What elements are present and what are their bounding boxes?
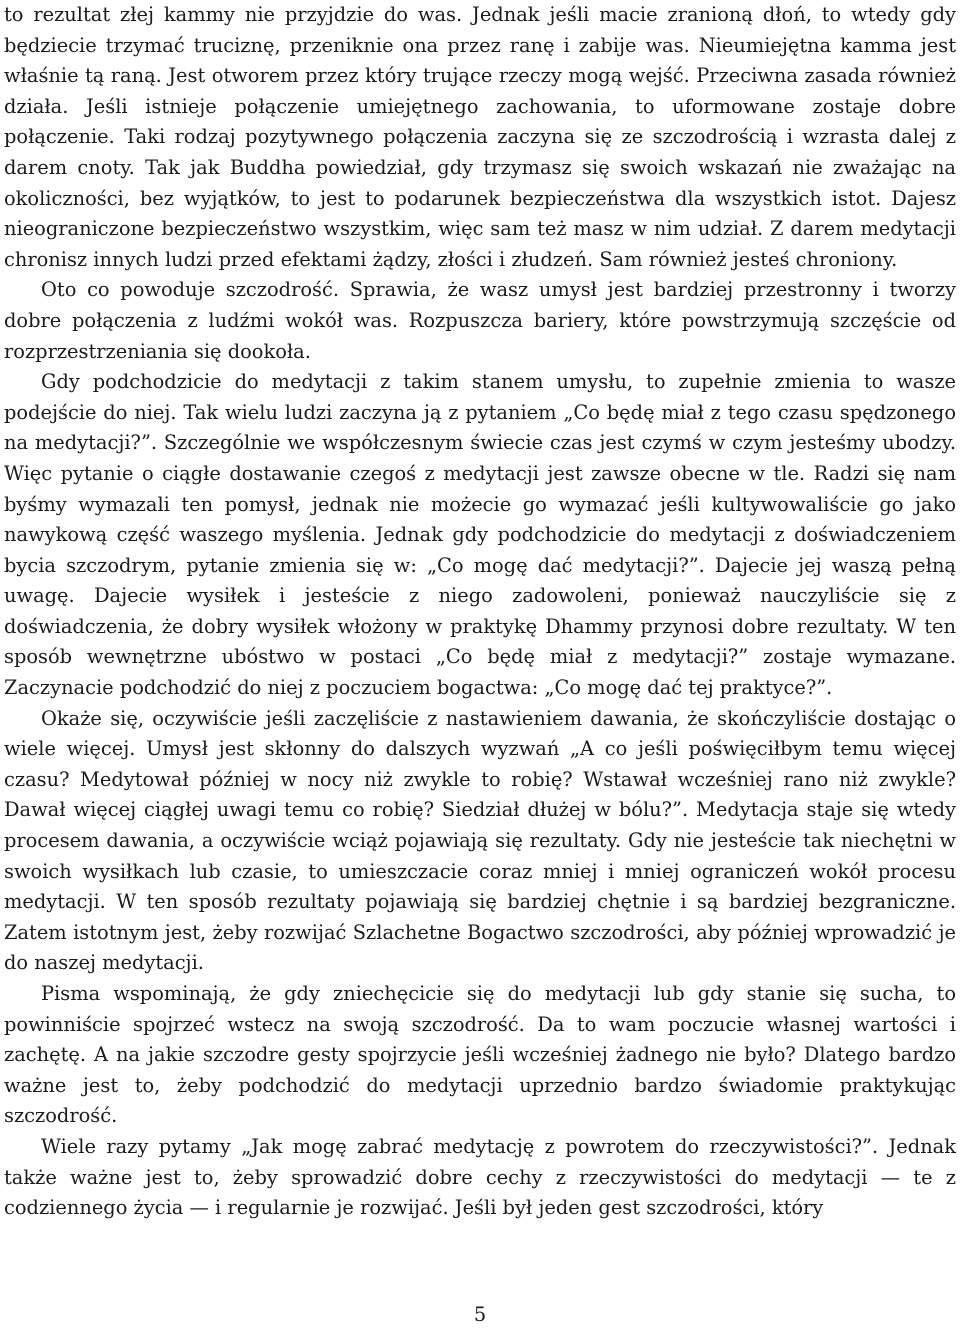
- page-number: 5: [473, 1303, 487, 1326]
- paragraph-6: Wiele razy pytamy „Jak mogę zabrać medytację z powrotem do rzeczywistości?”. Jednak także ważne jest to, żeby sprowadzić dobre cechy z rzeczywistości do medytacji — te z codziennego życia — i regularnie je rozwijać. Jeśli był jeden gest szczodrości, który: [4, 1134, 956, 1220]
- paragraph-2: Oto co powoduje szczodrość. Sprawia, że wasz umysł jest bardziej przestronny i tworzy dobre połączenia z ludźmi wokół was. Rozpuszcza bariery, które powstrzymują szczęście od rozprzestrzeniania się dookoła.: [4, 278, 956, 363]
- paragraph-1: to rezultat złej kammy nie przyjdzie do was. Jednak jeśli macie zranioną dłoń, to wtedy gdy będziecie trzymać truciznę, przeniknie ona przez ranę i zabije was. Nieumiejętna kamma jest właśnie tą raną. Jest otworem przez który trujące rzeczy mogą wejść. Przeciwna zasada również działa. Jeśli istnieje połączenie umiejętnego zachowania, to uformowane zostaje dobre połączenie. Taki rodzaj pozytywnego połączenia zaczyna się ze szczodrością i wzrasta dalej z darem cnoty. Tak jak Buddha powiedział, gdy trzymasz się swoich wskazań nie zważając na okoliczności, bez wyjątków, to jest to podarunek bezpieczeństwa dla wszystkich istot. Dajesz nieograniczone bezpieczeństwo wszystkim, więc sam też masz w nim udział. Z darem medytacji chronisz innych ludzi przed efektami żądzy, złości i złudzeń. Sam również jesteś chroniony.: [4, 3, 956, 271]
- paragraph-5: Pisma wspominają, że gdy zniechęcicie się do medytacji lub gdy stanie się sucha, to powinniście spojrzeć wstecz na swoją szczodrość. Da to wam poczucie własnej wartości i zachętę. A na jakie szczodre gesty spojrzycie jeśli wcześniej żadnego nie było? Dlatego bardzo ważne jest to, żeby podchodzić do medytacji uprzednio bardzo świadomie praktykując szczodrość.: [4, 982, 956, 1128]
- paragraph-4: Okaże się, oczywiście jeśli zaczęliście z nastawieniem dawania, że skończyliście dostając o wiele więcej. Umysł jest skłonny do dalszych wyzwań „A co jeśli poświęciłbym temu więcej czasu? Medytował później w nocy niż zwykle to robię? Wstawał wcześniej rano niż zwykle? Dawał więcej ciągłej uwagi temu co robię? Siedział dłużej w bólu?”. Medytacja staje się wtedy procesem dawania, a oczywiście wciąż pojawiają się rezultaty. Gdy nie jesteście tak niechętni w swoich wysiłkach lub czasie, to umieszczacie coraz mniej i mniej ograniczeń wokół procesu medytacji. W ten sposób rezultaty pojawiają się bardziej chętnie i są bardziej bezgraniczne. Zatem istotnym jest, żeby rozwijać Szlachetne Bogactwo szczodrości, aby później wprowadzić je do naszej medytacji.: [4, 706, 956, 975]
- paragraph-3: Gdy podchodzicie do medytacji z takim stanem umysłu, to zupełnie zmienia to wasze podejście do niej. Tak wielu ludzi zaczyna ją z pytaniem „Co będę miał z tego czasu spędzonego na medytacji?”. Szczególnie we współczesnym świecie czas jest czymś w czym jesteśmy ubodzy. Więc pytanie o ciągłe dostawanie czegoś z medytacji jest zawsze obecne w tle. Radzi się nam byśmy wymazali ten pomysł, jednak nie możecie go wymazać jeśli kultywowaliście go jako nawykową część waszego myślenia. Jednak gdy podchodzicie do medytacji z doświadczeniem bycia szczodrym, pytanie zmienia się w: „Co mogę dać medytacji?”. Dajecie jej waszą pełną uwagę. Dajecie wysiłek i jesteście z niego zadowoleni, ponieważ nauczyliście się z doświadczenia, że dobry wysiłek włożony w praktykę Dhammy przynosi dobre rezultaty. W ten sposób wewnętrzne ubóstwo w postaci „Co będę miał z medytacji?” zostaje wymazane. Zaczynacie podchodzić do niej z poczuciem bogactwa: „Co mogę dać tej praktyce?”.: [4, 370, 956, 700]
- document-body: [4, 0, 956, 1224]
